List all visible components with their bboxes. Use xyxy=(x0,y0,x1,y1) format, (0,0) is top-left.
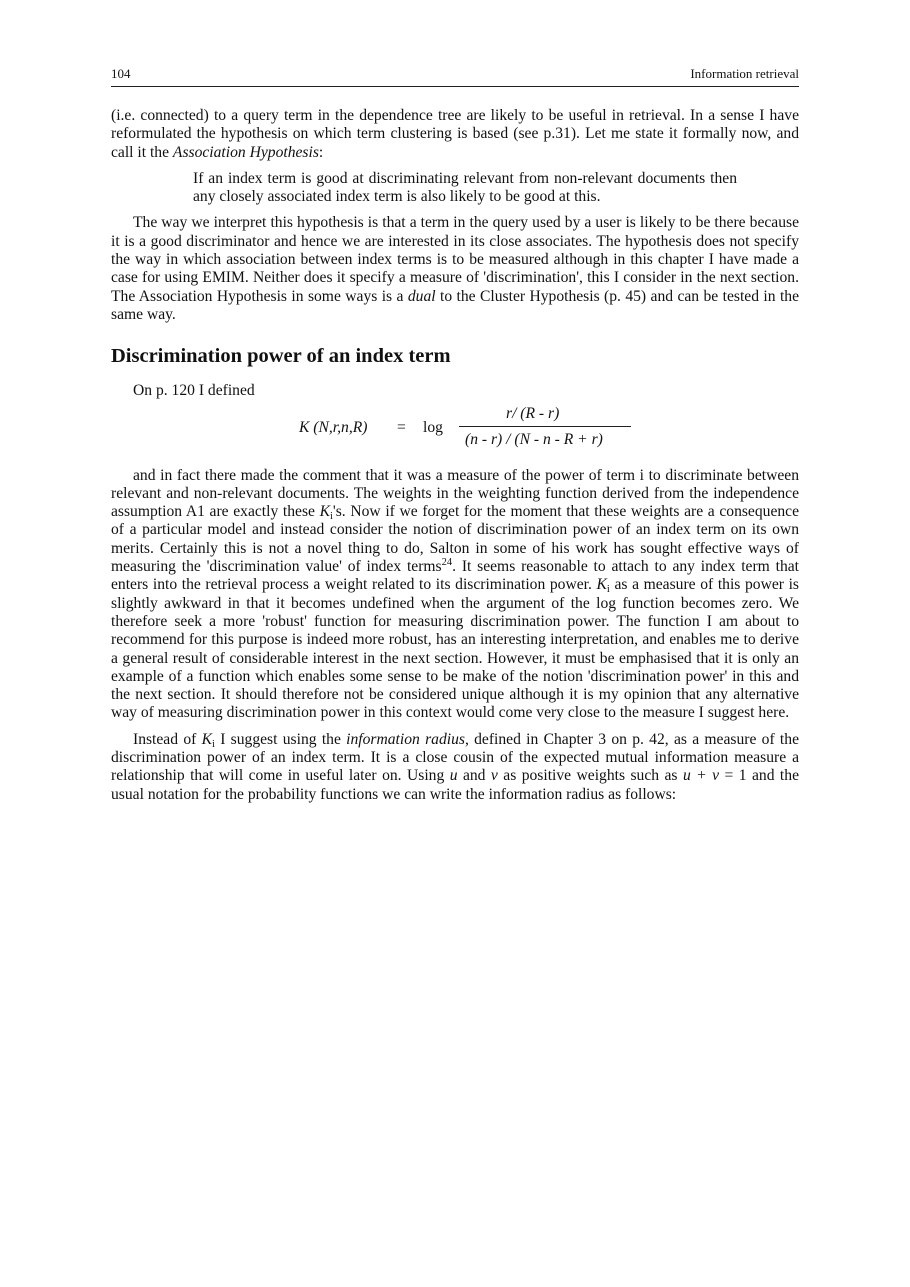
emphasis-association-hypothesis: Association Hypothesis xyxy=(172,143,319,161)
body-text xyxy=(111,107,799,804)
formula-denominator: (n - r) / (N - n - R + r) xyxy=(465,430,603,448)
running-header xyxy=(111,64,799,87)
formula-log: log xyxy=(423,418,443,436)
formula-equals: = xyxy=(397,418,406,436)
formula-numerator: r/ (R - r) xyxy=(506,404,560,422)
emphasis-dual: dual xyxy=(407,287,436,305)
formula-lhs: K (N,r,n,R) xyxy=(299,418,368,436)
footnote-marker: 24 xyxy=(441,557,453,569)
paragraph-2: The way we interpret this hypothesis is that a term in the query used by a user is likely to be there because it is a good discriminator and hence we are interested in its close associates. The hypothesis does not specify the way in which association between index terms is to be measured although in this chapter I have made a case for using EMIM. Neither does it specify a measure of 'discrimination', this I consider in the next section. The Association Hypothesis in some ways is a dual to the Cluster Hypothesis (p. 45) and can be tested in the same way. xyxy=(111,214,799,323)
hypothesis-quote: If an index term is good at discriminating relevant from non-relevant documents then any closely associated index term is also likely to be good at this. xyxy=(193,169,737,206)
paragraph-3: On p. 120 I defined xyxy=(133,382,255,400)
page-number: 104 xyxy=(111,66,131,81)
paragraph-4: and in fact there made the comment that it was a measure of the power of term i to discriminate between relevant and non-relevant documents. The weights in the weighting function derived from the independence assumption A1 are exactly these $K_i's$. Now if we forget for the moment that these weights are a consequence of a particular model and instead consider the notion of discrimination power of an index term on its own merits. Certainly this is not a novel thing to do, Salton in some of his work has sought effective ways of measuring the 'discrimination value' of index terms$^{24}$. It seems reasonable to attach to any index term that enters into the retrieval process a weight related to its discrimination power. $K_i$ as a measure of this power is slightly awkward in that it becomes undefined when the argument of the log function becomes zero. We therefore seek a more 'robust' function for measuring discrimination power. The function I am about to recommend for this purpose is indeed more robust, has an interesting interpretation, and enables me to derive a general result of considerable interest in the next section. However, it must be emphasised that it is only an example of a function which enables some sense to be make of the notion 'discrimination power' in this and the next section. It should therefore not be considered unique although it is my opinion that any alternative way of measuring discrimination power in this context would come very close to the measure I suggest here. xyxy=(111,466,800,722)
k-formula xyxy=(111,404,799,461)
paragraph-1: (i.e. connected) to a query term in the dependence tree are likely to be useful in retrieval. In a sense I have reformulated the hypothesis on which term clustering is based (see p.31). Let me state it formally now, and call it the Association Hypothesis: xyxy=(111,107,799,161)
fraction-bar xyxy=(459,426,631,427)
section-heading: Discrimination power of an index term xyxy=(111,345,451,368)
emphasis-information-radius: information radius xyxy=(346,730,465,748)
paragraph-5: Instead of $K_i$ I suggest using the information radius, defined in Chapter 3 on p. 42, as a measure of the discrimination power of an index term. It is a close cousin of the expected mutual information measure a relationship that will come in useful later on. Using u and v as positive weights such as u + v = 1 and the usual notation for the probability functions we can write the information radius as follows: xyxy=(111,730,799,803)
running-title: Information retrieval xyxy=(690,66,799,81)
